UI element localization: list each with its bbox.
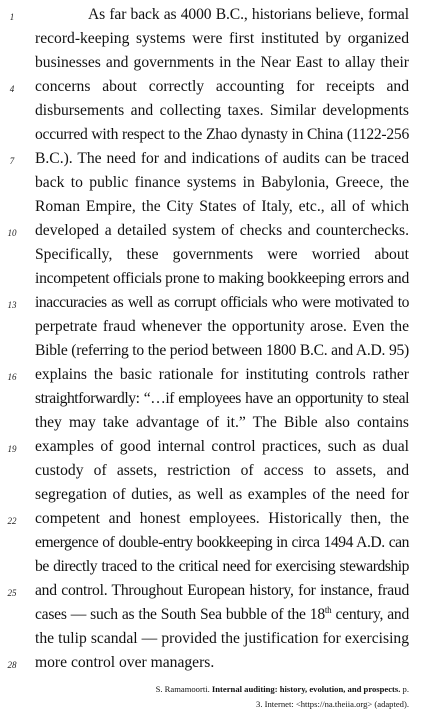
text-line xyxy=(0,243,433,267)
text-line xyxy=(0,291,433,315)
line-number: 16 xyxy=(7,372,17,382)
citation-details: p. 3. Internet: <https://na.theiia.org> (adapted). xyxy=(256,684,409,709)
line-number: 22 xyxy=(7,516,17,526)
citation-author: S. Ramamoorti. xyxy=(155,684,210,694)
paragraph-line: B.C.). The need for and indications of audits can be traced xyxy=(35,150,409,167)
paragraph-line: record-keeping systems were first instituted by organized xyxy=(35,30,409,47)
paragraph-line: competent and honest employees. Historically then, the xyxy=(35,510,409,527)
text-line xyxy=(0,531,433,555)
paragraph-line: disbursements and collecting taxes. Similar developments xyxy=(35,102,409,119)
text-line xyxy=(0,411,433,435)
text-line xyxy=(0,651,433,675)
paragraph-line: Bible (referring to the period between 1800 B.C. and A.D. 95) xyxy=(35,342,409,359)
paragraph-line: inaccuracies as well as corrupt officials who were motivated to xyxy=(35,294,409,311)
text-line xyxy=(0,483,433,507)
text-line xyxy=(0,507,433,531)
line-number: 19 xyxy=(7,444,17,454)
citation-title: Internal auditing: history, evolution, and prospects. xyxy=(211,684,401,694)
line-number: 13 xyxy=(7,300,17,310)
text-line xyxy=(0,147,433,171)
text-line xyxy=(0,339,433,363)
text-line xyxy=(0,627,433,651)
paragraph-line: examples of good internal control practices, such as dual xyxy=(35,438,409,455)
text-line xyxy=(0,123,433,147)
paragraph-line: businesses and governments in the Near East to allay their xyxy=(35,54,409,71)
paragraph-line: more control over managers. xyxy=(35,654,215,671)
paragraph-line: custody of assets, restriction of access to assets, and xyxy=(35,462,409,479)
paragraph-line: they may take advantage of it.” The Bible also contains xyxy=(35,414,409,431)
text-line xyxy=(0,267,433,291)
text-line xyxy=(0,363,433,387)
paragraph-line: concerns about correctly accounting for receipts and xyxy=(35,78,409,95)
paragraph-line: cases — such as the South Sea bubble of the 18th century, and xyxy=(35,604,409,623)
citation xyxy=(150,682,409,712)
text-line xyxy=(0,387,433,411)
text-line xyxy=(0,3,433,27)
paragraph-line: explains the basic rationale for instituting controls rather xyxy=(35,366,409,383)
paragraph-line: emergence of double-entry bookkeeping in circa 1494 A.D. can xyxy=(35,534,409,551)
line-number: 25 xyxy=(7,588,17,598)
text-line xyxy=(0,315,433,339)
paragraph-line: developed a detailed system of checks and counterchecks. xyxy=(35,222,409,239)
text-line xyxy=(0,75,433,99)
paragraph-line: occurred with respect to the Zhao dynasty in China (1122-256 xyxy=(35,126,409,143)
paragraph-line: incompetent officials prone to making bookkeeping errors and xyxy=(35,270,410,287)
line-number: 1 xyxy=(9,12,15,22)
text-line xyxy=(0,51,433,75)
paragraph-line: and control. Throughout European history, for instance, fraud xyxy=(35,582,409,599)
paragraph-line: Roman Empire, the City States of Italy, etc., all of which xyxy=(35,198,409,215)
text-line xyxy=(0,555,433,579)
paragraph-line: be directly traced to the critical need for exercising stewardship xyxy=(35,558,409,575)
line-number: 4 xyxy=(9,84,15,94)
text-line xyxy=(0,603,433,627)
text-line xyxy=(0,195,433,219)
text-line xyxy=(0,435,433,459)
line-number: 28 xyxy=(7,660,17,670)
paragraph-line: perpetrate fraud whenever the opportunity arose. Even the xyxy=(35,318,409,335)
text-line xyxy=(0,459,433,483)
text-line xyxy=(0,27,433,51)
paragraph-line: As far back as 4000 B.C., historians believe, formal xyxy=(88,6,409,23)
text-line xyxy=(0,579,433,603)
text-line xyxy=(0,99,433,123)
line-number: 7 xyxy=(9,156,15,166)
paragraph-line: Specifically, these governments were worried about xyxy=(35,246,409,263)
text-line xyxy=(0,219,433,243)
paragraph-line: the tulip scandal — provided the justification for exercising xyxy=(35,630,409,647)
paragraph-line: back to public finance systems in Babylonia, Greece, the xyxy=(35,174,409,191)
text-line xyxy=(0,171,433,195)
paragraph-line: segregation of duties, as well as examples of the need for xyxy=(35,486,409,503)
line-number: 10 xyxy=(7,228,17,238)
paragraph-line: straightforwardly: “…if employees have an opportunity to steal xyxy=(35,390,409,407)
